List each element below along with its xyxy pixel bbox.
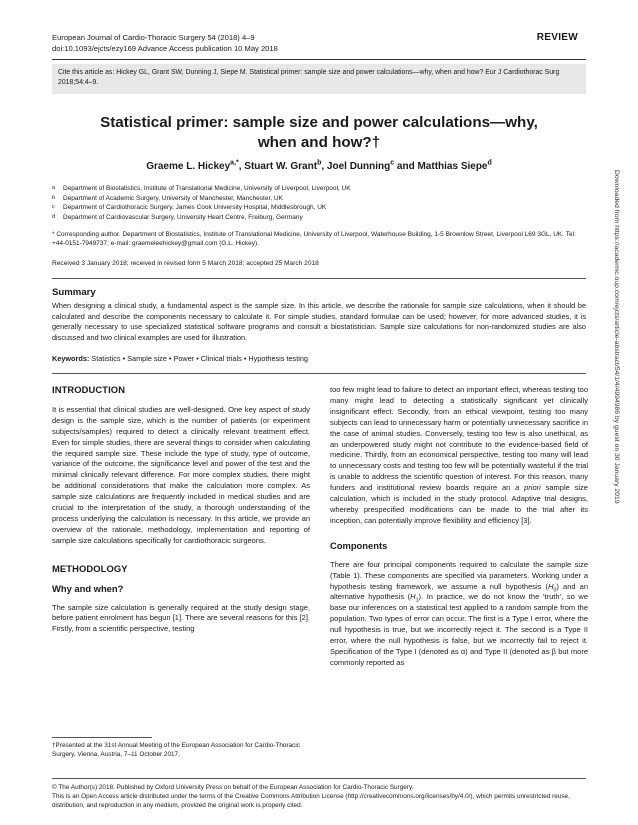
download-watermark xyxy=(610,170,622,610)
components-text xyxy=(330,560,588,669)
presentation-footnote: †Presented at the 31st Annual Meeting of the European Association for Cardio-Thoracic Surgery, Vienna, Austria, 7–11 October 2017. xyxy=(52,742,300,758)
keywords-text: Statistics • Sample size • Power • Clinical trials • Hypothesis testing xyxy=(89,354,308,363)
components-text-a: There are four principal components required to calculate the sample size (Table 1). These components are specified via parameters. Working under a hypothesis testing framework, we assume a null hypothesis ( xyxy=(330,559,588,591)
affiliation-key: a xyxy=(52,185,56,191)
affiliation-list xyxy=(52,184,572,223)
author-1-corresponding-mark: * xyxy=(235,159,239,167)
affiliation-key: b xyxy=(52,194,56,201)
citation-text: Cite this article as: Hickey GL, Grant SW, Dunning J, Siepe M. Statistical primer: sample size and power calculations—why, when and how? Eur J Cardiothorac Surg 2018;54:4–9. xyxy=(58,69,560,86)
license-divider xyxy=(52,778,586,779)
affiliation-text: Department of Academic Surgery, University of Manchester, Manchester, UK xyxy=(63,194,283,202)
doi-line: doi:10.1093/ejcts/ezy169 Advance Access publication 10 May 2018 xyxy=(52,43,278,53)
footnote-divider xyxy=(52,737,152,738)
keywords xyxy=(52,354,308,363)
affiliation-key: d xyxy=(52,214,56,221)
rationale-text xyxy=(330,385,588,527)
keywords-label: Keywords: xyxy=(52,354,90,363)
affiliation-text: Department of Cardiovascular Surgery, University Heart Centre, Freiburg, Germany xyxy=(63,214,303,222)
author-2-affil: b xyxy=(317,159,322,167)
right-column xyxy=(330,385,588,669)
author-1-affil: a, xyxy=(230,159,236,167)
author-1: Graeme L. Hickey xyxy=(146,161,231,172)
author-3: , Joel Dunning xyxy=(321,161,391,172)
header-divider xyxy=(52,59,586,60)
summary-text: When designing a clinical study, a fundamental aspect is the sample size. In this article, we describe the rationale for sample size calculations, when it should be calculated and describe the components necessary to calculate it. For simple studies, standard formulae can be used; however, for more advanced studies, it is generally necessary to use specialized statistical software programs and consult a biostatistician. Sample size calculations for non-randomized studies are also discussed and two clinical examples are used for illustration. xyxy=(52,301,586,342)
introduction-heading: INTRODUCTION xyxy=(52,384,126,395)
download-watermark-text: Downloaded from https://academic.oup.com/ejcts/article-abstract/54/1/4/4994986 by guest on 30 January 2019 xyxy=(613,170,620,504)
article-title xyxy=(52,113,586,153)
affiliation-key: c xyxy=(52,204,55,211)
rationale-text-start: too few might lead to failure to detect an important effect, whereas testing too many might lead to detecting a statistically significant yet clinically insignificant effect. Secondly, from an ethical viewpoint, testing too many subjects can lead to unnecessary harm or potentially unnecessary sacrifice in the case of animal studies. Conversely, testing too few is also unethical, as an underpowered study might not contribute to the evidence-based field of medicine. Thirdly, from an economical perspective, testing too many will lead to unnecessary costs and testing too few will be potentially wasteful if the trial is unable to address the scientific question of interest. For this reason, many funders and institutional review boards require an xyxy=(330,385,588,493)
title-line-1: Statistical primer: sample size and power calculations—why, xyxy=(100,114,538,131)
citation-box xyxy=(52,64,586,94)
introduction-text: It is essential that clinical studies are well-designed. One key aspect of study design is the sample size, which is the number of patients (or experiment subjects/samples) required to detect a clinically relevant treatment effect. Even for simple studies, there are several things to consider when calculating the required sample size. These include the type of study, type of outcome, variance of the outcome, the significance level and power of the test and the minimal clinically relevant difference. For more complex studies, there might be additional considerations that make the calculation more complex. As sample size calculations are frequently included in medical studies and are crucial to the interpretation of the study, a thorough understanding of the process underlying the calculation is necessary. In this article, we provide an overview of the rationale, methodology, implementation and reporting of sample size calculations specifically for cardiothoracic surgeons. xyxy=(52,404,310,545)
components-text-b: ) and an alternative hypothesis ( xyxy=(330,581,588,602)
license-text: This is an Open Access article distributed under the terms of the Creative Commons Attribution License (http://creativecommons.org/licenses/by/4.0/), which permits unrestricted reuse, distribution, and reproduction in any medium, provided the original work is properly cited. xyxy=(52,793,570,810)
rationale-text-end: sample size calculation, which is included in the study protocol. Adaptive trial designs, whereby prespecified modifications can be made to the trial after its inception, can potentially improve flexibility and efficiency [3]. xyxy=(330,483,588,525)
why-when-text: The sample size calculation is generally required at the study design stage, before patient enrolment has begun [1]. There are several reasons for this [2]. Firstly, from a scientific perspective, testing xyxy=(52,602,310,634)
author-3-affil: c xyxy=(390,159,395,167)
summary-heading: Summary xyxy=(52,287,96,298)
null-hypothesis-subscript: 0 xyxy=(553,587,557,593)
affiliation-item xyxy=(52,213,572,223)
received-dates: Received 3 January 2018; received in revised form 5 March 2018; accepted 25 March 2018 xyxy=(52,260,319,267)
author-list xyxy=(52,161,586,172)
alt-hypothesis-subscript: 1 xyxy=(415,597,419,604)
abstract-top-divider xyxy=(52,278,586,279)
author-2: , Stuart W. Grant xyxy=(238,161,318,172)
corresponding-author: * Corresponding author. Department of Biostatistics, Institute of Translational Medicine, University of Liverpool, Waterhouse Building, 1-5 Brownlow Street, Liverpool L69 3GL, UK. Tel: +44-0151-7949737; e-mail: graemeleehickey@gmail.com (G.L. Hickey). xyxy=(52,231,576,248)
author-4-affil: d xyxy=(487,159,492,167)
left-column xyxy=(52,385,310,635)
license-block xyxy=(52,783,586,811)
copyright-line: © The Author(s) 2018. Published by Oxford University Press on behalf of the European Association for Cardio-Thoracic Surgery. xyxy=(52,784,414,791)
author-4: and Matthias Siepe xyxy=(394,161,488,172)
section-label: REVIEW xyxy=(536,32,578,43)
affiliation-text: Department of Cardiothoracic Surgery, James Cook University Hospital, Middlesbrough, UK xyxy=(63,204,327,212)
abstract-bottom-divider xyxy=(52,373,586,374)
affiliation-item xyxy=(52,203,572,213)
components-heading: Components xyxy=(330,539,388,551)
section-spacer xyxy=(52,547,310,558)
rationale-text-italic: a priori xyxy=(515,483,541,493)
why-when-heading: Why and when? xyxy=(52,582,124,594)
journal-line: European Journal of Cardio-Thoracic Surgery 54 (2018) 4–9 xyxy=(52,33,255,42)
affiliation-item xyxy=(52,194,572,204)
null-hypothesis-symbol: H xyxy=(548,581,554,591)
affiliation-item xyxy=(52,184,572,194)
affiliation-text: Department of Biostatistics, Institute of Translational Medicine, University of Liverpool, Liverpool, UK xyxy=(63,185,351,192)
components-text-c: ). In practice, we do not know the ‘truth’, so we base our inferences on a statistical test applied to a random sample from the population. Two types of error can occur. The first is a Type I error, where the null hypothesis is true, but we incorrectly reject it. The second is a Type II error, where the null hypothesis is false, but we incorrectly fail to reject it. Specification of the Type I (denoted as α) and Type II (denoted as β but more commonly reported as xyxy=(330,592,588,667)
title-line-2: when and how?† xyxy=(257,134,381,151)
methodology-heading: METHODOLOGY xyxy=(52,562,128,574)
alt-hypothesis-symbol: H xyxy=(410,592,416,602)
journal-header xyxy=(52,33,278,54)
